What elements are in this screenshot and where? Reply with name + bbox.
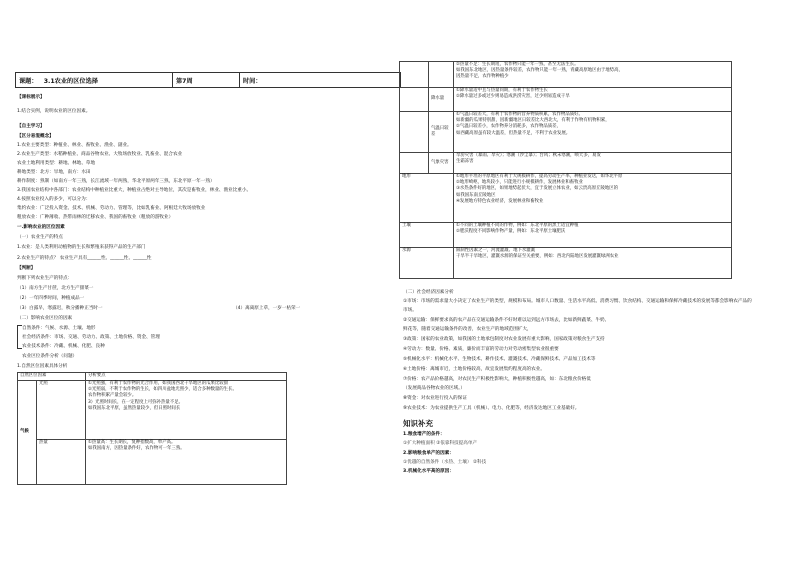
terrain-point: 如我国东南丘陵地区 [456,192,496,198]
soil-points [454,223,732,248]
soil-point: ①不同的土壤种植不同的作物，例如：东北平原的黑土适宜种植 [456,223,579,228]
terrain-cell: 地形 [400,174,454,223]
knowledge-item-1-detail: ①扩大种植面积 ②依靠科技提高单产 [403,441,478,446]
concept-line-9: 粗放农业：广种薄收、热带雨林的迁移农业、我国的畜牧业（粗放的游牧业） [17,215,174,220]
disaster-points [454,153,732,174]
social-line: ⑤机械化水平：机械化水平、生物技术、耕作技术、灌溉技术、冷藏保鲜技术、产品加工技术等 [403,357,596,362]
judge-item-3: （3）白露早，寒露迟，秋分播种正当时一 [17,306,103,311]
table-head-points: 分析要点 [86,373,287,381]
heat-cont-point: 因热量不足，农作物种植少 [456,74,509,80]
blank-cell [400,112,429,153]
social-line: ⑧资金：对农业进行投入的保证 [403,396,467,401]
temp-diff-cell: 气温日较差 [429,112,454,153]
natural-factor-table [17,372,287,485]
light-points [86,381,287,440]
knowledge-item-2-detail: ①优越的自然条件（水热、土壤） ②科技 [403,460,487,465]
light-cell: 光照 [37,381,86,440]
concept-line-5: 耕作制度：熟制（如南方一年三熟，长江流域一年两熟，华北平原两年三熟，东北平原一年一熟） [17,179,215,184]
factor-natural: 自然条件：气候、水源、土壤、地形 [22,326,96,331]
water-cell: 水源 [400,248,454,279]
sub-heading-2: （二）影响农业区位的因素 [17,316,73,321]
social-line: （发展商品谷物农业的区域。） [403,386,466,391]
social-line: 鲜花等，随着交通运输条件的改善，农业生产的地域范围扩大， [403,327,532,332]
disaster-point: 旱涝灾害（暴雨、旱灾）；寒潮（沙尘暴）；台风；秋末寒潮，喷天多，易发 [456,153,601,158]
terrain-points [454,174,732,223]
natural-analysis-title: 1.自然区位因素具体分析 [17,364,68,369]
knowledge-item-2: 2.影响粮食单产的因素： [403,451,454,456]
section-title: 一.影响农业的区位因素 [17,225,65,230]
agri-definition: 1.农业：是人类利用动植物的生长和繁殖来获得产品的生产部门 [17,245,146,250]
heat-cont-points [454,62,732,88]
concept-line-6: 3.我国农业结构中各部门：农业结构中种植业比重大，种植业占绝对主导地位，其次是畜牧业，林业、渔业比重小。 [17,188,252,193]
judge-item-1: （1）南方生产甘蔗，北方生产甜菜一 [17,286,94,291]
table-head-factor: 自然区位因素 [18,373,86,381]
concept-line-7: 4.按照农业投入的多少，可以分为： [17,197,91,202]
light-point: ①光照强，有利于农作物的光合作用，如我国西北干旱地区的瓜果比较甜 [88,381,229,386]
light-point: ②光照弱，不利于农作物的生长，如四川盆地光照少，适合多种数量的生长。 [88,387,237,393]
topic-label: 课题： [19,77,38,85]
concept-line-1: 1.农业主要类型：种植业、林业、畜牧业、渔业、副业。 [17,143,132,148]
lesson-topic-cell [16,73,173,88]
concept-line-4: 耕地类型：北方：旱地，南方：水田 [17,170,91,175]
week-cell: 第7周 [173,73,240,88]
light-point: 农作物积累产量会较少。 [88,393,137,399]
knowledge-head: 知识补充 [403,419,433,428]
rain-cell: 降水量 [429,88,454,112]
judge-head: 【判断】 [17,266,36,271]
judge-item-2: （2）一年四季时间，种植成品一 [17,296,85,301]
heat-points [86,440,287,485]
sub-heading-1: （一）农业生产的特点 [17,235,63,240]
disaster-point: 生霜冻害 [456,159,474,165]
knowledge-item-1: 1.粮食增产的条件： [403,432,445,437]
blank-cell [400,88,429,112]
temp-point: ①气温日较差大，有利于农作物的营养物质积累，农作物品质好。 [456,112,583,117]
knowledge-item-3: 3.机械化水平高的原因： [403,469,454,474]
self-study-head: 【自主学习】 [17,124,45,129]
concept-line-3: 农业土地利用类型：耕地、林地、草地 [17,161,96,166]
soil-point: ②肥沃程度不同影响作物产量，例如：东北平原土壤肥沃 [456,229,566,235]
concept-line-2: 2.农业生产类型：水稻种植业、商品谷物农业、大牧场放牧业、乳畜业、混合农业 [17,152,183,157]
social-line: ⑦价格：农产品价格越高，对农民生产积极性影响大，种植积极性越高，如：东北粮食价格低 [403,377,591,382]
rain-point: ②降水量过多或过少则易造成洪涝灾害，过少则易造成干旱 [456,94,570,100]
factor-analysis: 农业区位条件分析（问题） [22,354,78,359]
temp-point: 如新疆的瓜果特别甜，因新疆地区日较差比大西北大，有利于作物有机物积累， [456,118,610,124]
blank-cell [429,62,454,88]
social-line: ④劳动力：数量、价格、素质，廉价而丰富的劳动力对劳动密集型农业很重要 [403,347,559,352]
disaster-cell: 气象灾害 [429,153,454,174]
target-head: 【课标展示】 [17,95,45,100]
concept-line-8: 集约农业：广泛投入资金、技术、机械、劳动力、管理等，比如乳畜业、阿根廷大牧场放牧业 [17,206,206,211]
temp-point: ②气温日较差小，农作物养分消耗多，农作物品质差， [456,124,561,130]
light-point: 如我国东北平原，虽然热量较少，但日照时间长 [88,405,181,411]
terrain-point: ②地形崎岖，地块较小，只能进行小规模耕作，发展林业和畜牧业 [456,180,583,186]
water-point: 干旱半干旱地区，灌溉水源的保证至关重要，例如：西北内陆地区发展灌溉绿洲农业 [456,254,619,260]
temp-point: 如西藏高原虽有较大温差，但热量不足，不利于农业发展。 [456,130,571,136]
water-points [454,248,732,279]
natural-factor-table-continued [399,61,732,279]
judge-item-4: （4）离离原上草，一岁一枯荣一 [233,306,301,311]
terrain-point: ③水热条件好的地区，如果地势起伏大，宜于发展立体农业，如云贵高原丘陵地区的 [456,186,619,192]
climate-cell: 气候 [18,381,37,485]
social-line: 市场。 [403,308,417,313]
heat-cont-point: ②热量不足：生长期短，农作物只能一年一熟，甚至无法生长。 [456,62,579,67]
social-head: （二）社会经济因素分析 [403,290,454,295]
social-line: ③政策：国家的农业政策，如我国的土地承包制度对农业发展有重大影响，国家政策对粮食生产支持 [403,337,605,342]
heat-cell: 热量 [37,440,86,485]
social-line: ①市场：市场的需求量大小决定了农业生产的类型，规模和布局。城市人口数量、生活水平高低、消费习惯、饮食结构、交通运输和保鲜冷藏技术的发展等都会影响农产品的 [403,299,752,304]
topic-value: 3.1农业的区位选择 [43,77,98,85]
judge-intro: 判断下列农业生产的特点： [17,276,73,281]
heat-point: ①热量高：生长期长，复种指数高，单产高。 [88,440,176,445]
rain-points [454,88,732,112]
water-point: 限制性因素之一，河流灌溉、地下水灌溉 [456,248,536,253]
factor-social: 社会经济条件：市场、交通、劳动力、政策、土地价格、资金、管理 [22,335,160,340]
light-point: 3）光照时间长，在一定程度上可弥补热量不足。 [88,399,183,405]
blank-cell [400,153,429,174]
social-line: ⑨农业技术：为农业提供生产工具（机械）、电力、化肥等，经济发达地区工业基础好。 [403,406,580,411]
time-cell: 时间： [240,73,401,88]
target-text: 1.结合实例，说明农业的区位因素。 [17,109,91,114]
agri-features: 2.农业生产的特点？ 农业生产具有______性、______性、______性 [17,256,152,261]
rain-point: ①降水量适中且与热量同期，有利于农作物生长 [456,88,548,93]
terrain-point: ④发展地方特色农业经济，发展林业和畜牧业 [456,198,544,204]
heat-cont-point: 如我国东北地区，因热量条件较差，农作物只能一年一熟，青藏高原地区由于地势高， [456,68,623,74]
factor-tech: 农业技术条件：冷藏、机械、化肥、良种 [22,344,105,349]
concept-head: 【区分易混概念】 [17,134,54,139]
terrain-point: ①地形平坦的平原地区有利于大规模耕作，提高劳动生产率，种植业发达，如华北平原 [456,174,623,179]
social-line: ②交通运输：保鲜要求高的农产品在交通运输条件不好时难以运到远方市场去，比如新鲜蔬菜、牛奶、 [403,318,610,323]
lesson-header [15,72,401,88]
temp-points [454,112,732,153]
blank-cell [400,62,429,88]
soil-cell: 土壤 [400,223,454,248]
social-line: ⑥土地价格：离城市近，土地价格较高，故宜发展集约程度高的农业。 [403,367,545,372]
heat-point: 如我国南方，因热量条件好，农作物可一年三熟。 [88,446,185,452]
